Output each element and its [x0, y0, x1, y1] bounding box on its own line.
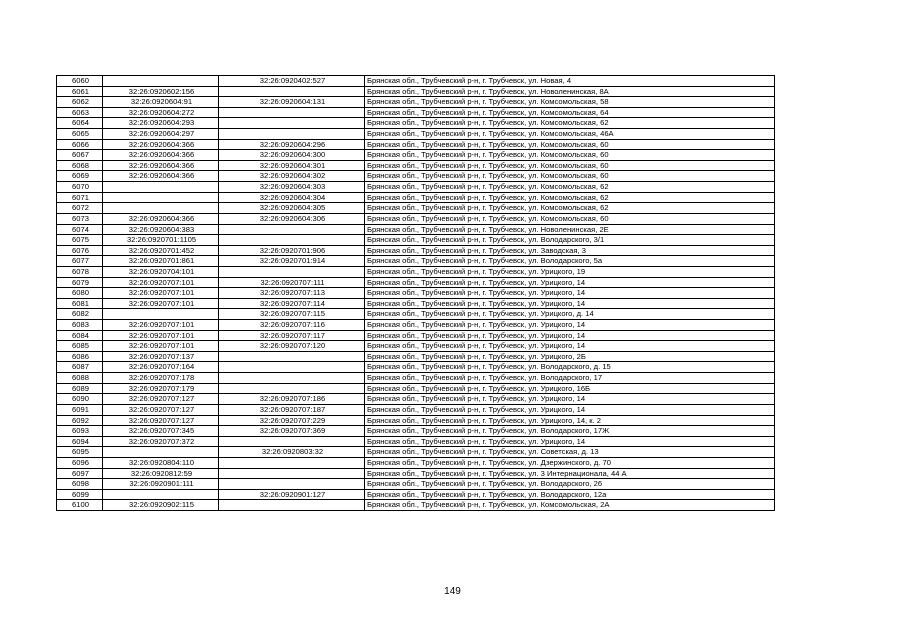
building-cadastral-number-cell — [219, 500, 365, 511]
address-cell: Брянская обл., Трубчевский р-н, г. Трубчевск, ул. Урицкого, 19 — [365, 266, 775, 277]
table-row — [57, 129, 775, 140]
cadastral-number-cell — [103, 192, 219, 203]
table-row — [57, 468, 775, 479]
table-row — [57, 277, 775, 288]
row-number-cell: 6066 — [57, 139, 103, 150]
registry-table-body — [57, 76, 775, 511]
cadastral-number-cell: 32:26:0920604:272 — [103, 107, 219, 118]
table-row — [57, 192, 775, 203]
row-number-cell: 6077 — [57, 256, 103, 267]
table-row — [57, 394, 775, 405]
address-cell: Брянская обл., Трубчевский р-н, г. Трубчевск, ул. Урицкого, 14 — [365, 288, 775, 299]
building-cadastral-number-cell — [219, 235, 365, 246]
row-number-cell: 6092 — [57, 415, 103, 426]
building-cadastral-number-cell — [219, 118, 365, 129]
building-cadastral-number-cell — [219, 266, 365, 277]
building-cadastral-number-cell: 32:26:0920707:117 — [219, 330, 365, 341]
cadastral-number-cell: 32:26:0920804:110 — [103, 457, 219, 468]
cadastral-number-cell: 32:26:0920812:59 — [103, 468, 219, 479]
table-row — [57, 436, 775, 447]
row-number-cell: 6064 — [57, 118, 103, 129]
row-number-cell: 6062 — [57, 97, 103, 108]
building-cadastral-number-cell — [219, 479, 365, 490]
address-cell: Брянская обл., Трубчевский р-н, г. Трубчевск, ул. Советская, д. 13 — [365, 447, 775, 458]
row-number-cell: 6063 — [57, 107, 103, 118]
cadastral-number-cell: 32:26:0920707:179 — [103, 383, 219, 394]
table-row — [57, 235, 775, 246]
table-row — [57, 288, 775, 299]
table-row — [57, 320, 775, 331]
address-cell: Брянская обл., Трубчевский р-н, г. Трубчевск, ул. Комсомольская, 46А — [365, 129, 775, 140]
address-cell: Брянская обл., Трубчевский р-н, г. Трубчевск, ул. Комсомольская, 60 — [365, 150, 775, 161]
building-cadastral-number-cell: 32:26:0920604:303 — [219, 182, 365, 193]
table-row — [57, 160, 775, 171]
building-cadastral-number-cell — [219, 457, 365, 468]
cadastral-number-cell: 32:26:0920707:101 — [103, 298, 219, 309]
building-cadastral-number-cell: 32:26:0920402:527 — [219, 76, 365, 87]
building-cadastral-number-cell — [219, 436, 365, 447]
address-cell: Брянская обл., Трубчевский р-н, г. Трубчевск, ул. Комсомольская, 62 — [365, 182, 775, 193]
cadastral-number-cell: 32:26:0920604:297 — [103, 129, 219, 140]
row-number-cell: 6097 — [57, 468, 103, 479]
table-row — [57, 341, 775, 352]
cadastral-number-cell — [103, 182, 219, 193]
address-cell: Брянская обл., Трубчевский р-н, г. Трубчевск, ул. Комсомольская, 2А — [365, 500, 775, 511]
building-cadastral-number-cell: 32:26:0920901:127 — [219, 489, 365, 500]
address-cell: Брянская обл., Трубчевский р-н, г. Трубчевск, ул. Заводская, 3 — [365, 245, 775, 256]
cadastral-number-cell: 32:26:0920602:156 — [103, 86, 219, 97]
table-row — [57, 97, 775, 108]
table-row — [57, 479, 775, 490]
cadastral-number-cell: 32:26:0920707:127 — [103, 415, 219, 426]
address-cell: Брянская обл., Трубчевский р-н, г. Трубчевск, ул. Урицкого, 14 — [365, 277, 775, 288]
cadastral-number-cell: 32:26:0920707:101 — [103, 330, 219, 341]
address-cell: Брянская обл., Трубчевский р-н, г. Трубчевск, ул. Новоленинская, 2Е — [365, 224, 775, 235]
cadastral-number-cell: 32:26:0920604:383 — [103, 224, 219, 235]
row-number-cell: 6060 — [57, 76, 103, 87]
address-cell: Брянская обл., Трубчевский р-н, г. Трубчевск, ул. Урицкого, 14 — [365, 320, 775, 331]
cadastral-number-cell — [103, 489, 219, 500]
table-row — [57, 330, 775, 341]
cadastral-number-cell: 32:26:0920604:366 — [103, 171, 219, 182]
row-number-cell: 6083 — [57, 320, 103, 331]
cadastral-number-cell: 32:26:0920707:178 — [103, 373, 219, 384]
building-cadastral-number-cell — [219, 468, 365, 479]
cadastral-number-cell — [103, 309, 219, 320]
address-cell: Брянская обл., Трубчевский р-н, г. Трубчевск, ул. Володарского, 5а — [365, 256, 775, 267]
building-cadastral-number-cell: 32:26:0920604:296 — [219, 139, 365, 150]
address-cell: Брянская обл., Трубчевский р-н, г. Трубчевск, ул. Комсомольская, 60 — [365, 160, 775, 171]
row-number-cell: 6090 — [57, 394, 103, 405]
table-row — [57, 298, 775, 309]
row-number-cell: 6080 — [57, 288, 103, 299]
table-row — [57, 171, 775, 182]
cadastral-number-cell — [103, 76, 219, 87]
row-number-cell: 6071 — [57, 192, 103, 203]
building-cadastral-number-cell: 32:26:0920803:32 — [219, 447, 365, 458]
address-cell: Брянская обл., Трубчевский р-н, г. Трубчевск, ул. Володарского, 17Ж — [365, 426, 775, 437]
address-cell: Брянская обл., Трубчевский р-н, г. Трубчевск, ул. Володарского, 3/1 — [365, 235, 775, 246]
address-cell: Брянская обл., Трубчевский р-н, г. Трубчевск, ул. Комсомольская, 60 — [365, 213, 775, 224]
building-cadastral-number-cell: 32:26:0920707:120 — [219, 341, 365, 352]
building-cadastral-number-cell: 32:26:0920604:306 — [219, 213, 365, 224]
table-row — [57, 107, 775, 118]
address-cell: Брянская обл., Трубчевский р-н, г. Трубчевск, ул. Комсомольская, 60 — [365, 171, 775, 182]
table-row — [57, 139, 775, 150]
cadastral-number-cell: 32:26:0920604:366 — [103, 150, 219, 161]
row-number-cell: 6088 — [57, 373, 103, 384]
cadastral-number-cell: 32:26:0920701:861 — [103, 256, 219, 267]
building-cadastral-number-cell — [219, 224, 365, 235]
row-number-cell: 6074 — [57, 224, 103, 235]
building-cadastral-number-cell: 32:26:0920604:300 — [219, 150, 365, 161]
address-cell: Брянская обл., Трубчевский р-н, г. Трубчевск, ул. Комсомольская, 58 — [365, 97, 775, 108]
address-cell: Брянская обл., Трубчевский р-н, г. Трубчевск, ул. Урицкого, 14 — [365, 330, 775, 341]
building-cadastral-number-cell: 32:26:0920707:186 — [219, 394, 365, 405]
table-row — [57, 426, 775, 437]
cadastral-number-cell — [103, 203, 219, 214]
cadastral-number-cell: 32:26:0920707:101 — [103, 277, 219, 288]
cadastral-number-cell: 32:26:0920604:366 — [103, 160, 219, 171]
building-cadastral-number-cell — [219, 86, 365, 97]
cadastral-number-cell: 32:26:0920604:91 — [103, 97, 219, 108]
row-number-cell: 6073 — [57, 213, 103, 224]
table-row — [57, 309, 775, 320]
table-row — [57, 118, 775, 129]
address-cell: Брянская обл., Трубчевский р-н, г. Трубчевск, ул. Володарского, 17 — [365, 373, 775, 384]
table-row — [57, 266, 775, 277]
address-cell: Брянская обл., Трубчевский р-н, г. Трубчевск, ул. Урицкого, 14 — [365, 404, 775, 415]
cadastral-number-cell: 32:26:0920902:115 — [103, 500, 219, 511]
table-row — [57, 224, 775, 235]
building-cadastral-number-cell: 32:26:0920604:304 — [219, 192, 365, 203]
building-cadastral-number-cell: 32:26:0920604:305 — [219, 203, 365, 214]
address-cell: Брянская обл., Трубчевский р-н, г. Трубчевск, ул. Дзержинского, д. 70 — [365, 457, 775, 468]
address-cell: Брянская обл., Трубчевский р-н, г. Трубчевск, ул. Урицкого, д. 14 — [365, 309, 775, 320]
building-cadastral-number-cell: 32:26:0920707:229 — [219, 415, 365, 426]
row-number-cell: 6100 — [57, 500, 103, 511]
building-cadastral-number-cell: 32:26:0920604:302 — [219, 171, 365, 182]
address-cell: Брянская обл., Трубчевский р-н, г. Трубчевск, ул. Урицкого, 14 — [365, 394, 775, 405]
table-row — [57, 373, 775, 384]
row-number-cell: 6084 — [57, 330, 103, 341]
building-cadastral-number-cell — [219, 362, 365, 373]
building-cadastral-number-cell: 32:26:0920707:116 — [219, 320, 365, 331]
address-cell: Брянская обл., Трубчевский р-н, г. Трубчевск, ул. Комсомольская, 62 — [365, 192, 775, 203]
row-number-cell: 6068 — [57, 160, 103, 171]
row-number-cell: 6079 — [57, 277, 103, 288]
row-number-cell: 6067 — [57, 150, 103, 161]
row-number-cell: 6070 — [57, 182, 103, 193]
cadastral-number-cell: 32:26:0920707:101 — [103, 341, 219, 352]
row-number-cell: 6065 — [57, 129, 103, 140]
row-number-cell: 6085 — [57, 341, 103, 352]
address-cell: Брянская обл., Трубчевский р-н, г. Трубчевск, ул. Урицкого, 14 — [365, 436, 775, 447]
table-row — [57, 256, 775, 267]
building-cadastral-number-cell: 32:26:0920604:301 — [219, 160, 365, 171]
row-number-cell: 6089 — [57, 383, 103, 394]
cadastral-number-cell: 32:26:0920707:127 — [103, 394, 219, 405]
row-number-cell: 6094 — [57, 436, 103, 447]
table-row — [57, 150, 775, 161]
row-number-cell: 6069 — [57, 171, 103, 182]
row-number-cell: 6096 — [57, 457, 103, 468]
building-cadastral-number-cell — [219, 351, 365, 362]
table-row — [57, 500, 775, 511]
cadastral-number-cell: 32:26:0920604:366 — [103, 139, 219, 150]
cadastral-number-cell: 32:26:0920701:452 — [103, 245, 219, 256]
cadastral-number-cell: 32:26:0920604:366 — [103, 213, 219, 224]
cadastral-number-cell: 32:26:0920704:101 — [103, 266, 219, 277]
row-number-cell: 6095 — [57, 447, 103, 458]
cadastral-number-cell: 32:26:0920707:164 — [103, 362, 219, 373]
table-row — [57, 415, 775, 426]
table-row — [57, 351, 775, 362]
table-row — [57, 245, 775, 256]
table-row — [57, 404, 775, 415]
address-cell: Брянская обл., Трубчевский р-н, г. Трубчевск, ул. Новоленинская, 8А — [365, 86, 775, 97]
address-cell: Брянская обл., Трубчевский р-н, г. Трубчевск, ул. Комсомольская, 62 — [365, 118, 775, 129]
table-row — [57, 76, 775, 87]
building-cadastral-number-cell — [219, 107, 365, 118]
row-number-cell: 6099 — [57, 489, 103, 500]
address-cell: Брянская обл., Трубчевский р-н, г. Трубчевск, ул. Комсомольская, 62 — [365, 203, 775, 214]
row-number-cell: 6078 — [57, 266, 103, 277]
table-row — [57, 383, 775, 394]
address-cell: Брянская обл., Трубчевский р-н, г. Трубчевск, ул. 3 Интернационала, 44 А — [365, 468, 775, 479]
table-row — [57, 213, 775, 224]
address-cell: Брянская обл., Трубчевский р-н, г. Трубчевск, ул. Урицкого, 14 — [365, 298, 775, 309]
building-cadastral-number-cell: 32:26:0920701:914 — [219, 256, 365, 267]
building-cadastral-number-cell — [219, 373, 365, 384]
row-number-cell: 6098 — [57, 479, 103, 490]
building-cadastral-number-cell: 32:26:0920707:111 — [219, 277, 365, 288]
building-cadastral-number-cell: 32:26:0920707:369 — [219, 426, 365, 437]
building-cadastral-number-cell: 32:26:0920707:113 — [219, 288, 365, 299]
address-cell: Брянская обл., Трубчевский р-н, г. Трубчевск, ул. Володарского, д. 15 — [365, 362, 775, 373]
cadastral-number-cell: 32:26:0920707:345 — [103, 426, 219, 437]
table-row — [57, 182, 775, 193]
cadastral-number-cell: 32:26:0920707:137 — [103, 351, 219, 362]
row-number-cell: 6076 — [57, 245, 103, 256]
address-cell: Брянская обл., Трубчевский р-н, г. Трубчевск, ул. Новая, 4 — [365, 76, 775, 87]
cadastral-number-cell: 32:26:0920707:101 — [103, 288, 219, 299]
building-cadastral-number-cell: 32:26:0920707:187 — [219, 404, 365, 415]
address-cell: Брянская обл., Трубчевский р-н, г. Трубчевск, ул. Володарского, 26 — [365, 479, 775, 490]
row-number-cell: 6086 — [57, 351, 103, 362]
cadastral-number-cell: 32:26:0920604:293 — [103, 118, 219, 129]
address-cell: Брянская обл., Трубчевский р-н, г. Трубчевск, ул. Комсомольская, 60 — [365, 139, 775, 150]
row-number-cell: 6087 — [57, 362, 103, 373]
building-cadastral-number-cell — [219, 129, 365, 140]
building-cadastral-number-cell: 32:26:0920707:115 — [219, 309, 365, 320]
building-cadastral-number-cell: 32:26:0920604:131 — [219, 97, 365, 108]
row-number-cell: 6075 — [57, 235, 103, 246]
row-number-cell: 6061 — [57, 86, 103, 97]
row-number-cell: 6082 — [57, 309, 103, 320]
row-number-cell: 6081 — [57, 298, 103, 309]
row-number-cell: 6072 — [57, 203, 103, 214]
page-number: 149 — [444, 586, 461, 597]
row-number-cell: 6091 — [57, 404, 103, 415]
table-row — [57, 489, 775, 500]
cadastral-number-cell — [103, 447, 219, 458]
address-cell: Брянская обл., Трубчевский р-н, г. Трубчевск, ул. Урицкого, 16Б — [365, 383, 775, 394]
table-row — [57, 457, 775, 468]
address-cell: Брянская обл., Трубчевский р-н, г. Трубчевск, ул. Урицкого, 14, к. 2 — [365, 415, 775, 426]
cadastral-number-cell: 32:26:0920707:127 — [103, 404, 219, 415]
address-cell: Брянская обл., Трубчевский р-н, г. Трубчевск, ул. Володарского, 12а — [365, 489, 775, 500]
cadastral-number-cell: 32:26:0920701:1105 — [103, 235, 219, 246]
address-cell: Брянская обл., Трубчевский р-н, г. Трубчевск, ул. Урицкого, 2Б — [365, 351, 775, 362]
address-cell: Брянская обл., Трубчевский р-н, г. Трубчевск, ул. Комсомольская, 64 — [365, 107, 775, 118]
table-row — [57, 362, 775, 373]
building-cadastral-number-cell — [219, 383, 365, 394]
address-cell: Брянская обл., Трубчевский р-н, г. Трубчевск, ул. Урицкого, 14 — [365, 341, 775, 352]
table-row — [57, 203, 775, 214]
property-registry-table — [56, 75, 775, 511]
table-row — [57, 447, 775, 458]
cadastral-number-cell: 32:26:0920707:101 — [103, 320, 219, 331]
building-cadastral-number-cell: 32:26:0920701:906 — [219, 245, 365, 256]
cadastral-number-cell: 32:26:0920901:111 — [103, 479, 219, 490]
cadastral-number-cell: 32:26:0920707:372 — [103, 436, 219, 447]
row-number-cell: 6093 — [57, 426, 103, 437]
building-cadastral-number-cell: 32:26:0920707:114 — [219, 298, 365, 309]
table-row — [57, 86, 775, 97]
